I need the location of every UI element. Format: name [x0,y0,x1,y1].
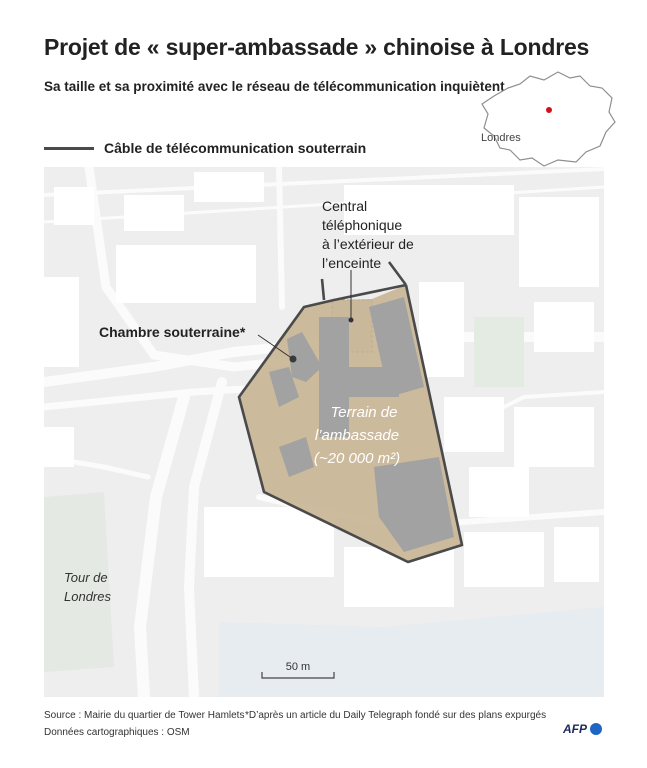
embassy-label-line1: Terrain de [330,404,398,421]
source-credit: Source : Mairie du quartier de Tower Hamlets [44,710,245,721]
exchange-label-line4: l’enceinte [322,255,382,271]
afp-logo [563,722,602,736]
park-area [474,317,524,387]
embassy-site-map [44,167,604,697]
exchange-label-line3: à l’extérieur de [322,236,414,252]
embassy-label-line3: (~20 000 m²) [313,450,401,467]
london-marker-icon [546,107,552,113]
afp-logo-text: AFP [563,722,587,736]
embassy-label-line2: l’ambassade [314,427,400,444]
cable-legend-swatch [44,147,94,150]
exchange-label-line2: téléphonique [322,217,403,233]
london-outline [482,72,615,166]
exchange-label-line1: Central [322,198,368,214]
page-title: Projet de « super-ambassade » chinoise à Londres [44,34,590,60]
afp-dot-icon [590,723,602,735]
page-subtitle: Sa taille et sa proximité avec le réseau de télécommunication inquiètent [44,79,505,94]
footnote: *D’après un article du Daily Telegraph fondé sur des plans expurgés [245,710,547,721]
chamber-label: Chambre souterraine* [99,324,246,340]
tower-label-line2: Londres [64,589,111,604]
cable-legend-label: Câble de télécommunication souterrain [104,140,367,156]
scale-label: 50 m [285,661,311,673]
london-inset-map [472,68,622,168]
legend [44,140,366,156]
london-inset-label: Londres [481,132,521,144]
exchange-pointer-icon [349,318,354,323]
map-data-credit: Données cartographiques : OSM [44,727,190,738]
tower-label-line1: Tour de [64,570,108,585]
